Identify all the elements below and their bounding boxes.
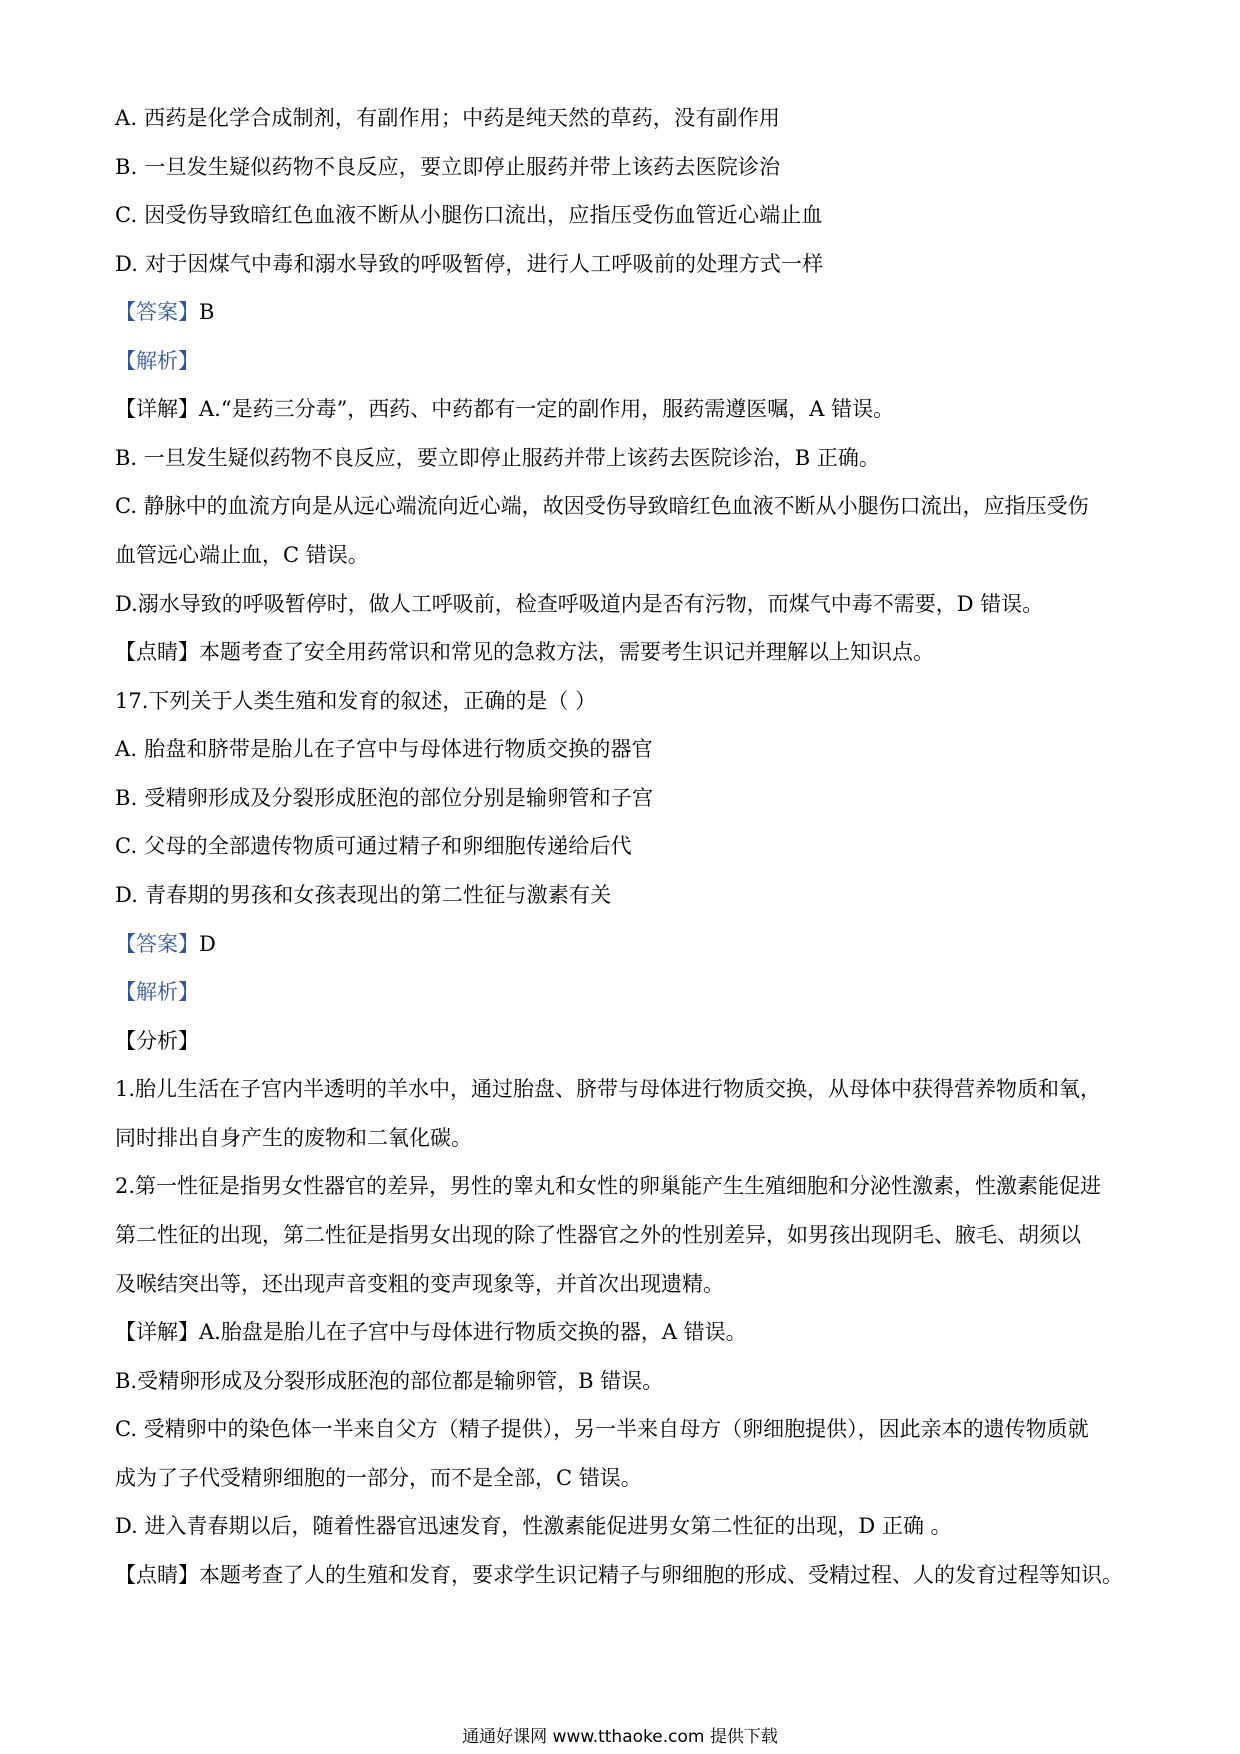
detail-text: A.“是药三分毒”，西药、中药都有一定的副作用，服药需遵医嘱，A 错误。 <box>199 397 895 421</box>
page-footer: 通通好课网 www.tthaoke.com 提供下载 <box>462 1727 778 1747</box>
comment-tag: 【点睛】 <box>115 640 199 664</box>
analysis-tag: 【解析】 <box>115 349 199 373</box>
q17-fenxi-line: 第二性征的出现，第二性征是指男女出现的除了性器官之外的性别差异，如男孩出现阴毛、腋毛、胡须以 <box>115 1223 1081 1247</box>
q17-option-c: C. 父母的全部遗传物质可通过精子和卵细胞传递给后代 <box>115 834 632 858</box>
q16-option-c: C. 因受伤导致暗红色血液不断从小腿伤口流出，应指压受伤血管近心端止血 <box>115 203 823 227</box>
comment-tag: 【点睛】 <box>115 1563 199 1587</box>
q17-detail-line: 成为了子代受精卵细胞的一部分，而不是全部，C 错误。 <box>115 1466 642 1490</box>
q16-detail-line: C. 静脉中的血流方向是从远心端流向近心端，故因受伤导致暗红色血液不断从小腿伤口流出，应指压受伤 <box>115 494 1089 518</box>
q16-detail-line: 血管远心端止血，C 错误。 <box>115 543 369 567</box>
analysis-tag: 【解析】 <box>115 980 199 1004</box>
comment-text: 本题考查了人的生殖和发育，要求学生识记精子与卵细胞的形成、受精过程、人的发育过程等知识。 <box>199 1563 1123 1587</box>
q16-detail-line: D.溺水导致的呼吸暂停时，做人工呼吸前，检查呼吸道内是否有污物，而煤气中毒不需要，D 错误。 <box>115 592 1044 616</box>
detail-text: A.胎盘是胎儿在子宫中与母体进行物质交换的器，A 错误。 <box>199 1320 747 1344</box>
q17-stem: 17.下列关于人类生殖和发育的叙述，正确的是（ ） <box>115 689 597 713</box>
q17-detail-line: C. 受精卵中的染色体一半来自父方（精子提供），另一半来自母方（卵细胞提供），因此亲本的遗传物质就 <box>115 1417 1089 1441</box>
answer-tag: 【答案】 <box>115 932 199 956</box>
q16-detail-line <box>115 394 894 424</box>
q17-detail-line <box>115 1317 747 1347</box>
q16-comment <box>115 637 934 667</box>
q17-fenxi-line: 1.胎儿生活在子宫内半透明的羊水中，通过胎盘、脐带与母体进行物质交换，从母体中获得营养物质和氧， <box>115 1077 1102 1101</box>
answer-value: D <box>199 932 216 956</box>
q16-option-a: A. 西药是化学合成制剂，有副作用；中药是纯天然的草药，没有副作用 <box>115 106 781 130</box>
detail-tag: 【详解】 <box>115 397 199 421</box>
q16-answer <box>115 297 214 327</box>
q17-fenxi-line: 2.第一性征是指男女性器官的差异，男性的睾丸和女性的卵巢能产生生殖细胞和分泌性激素，性激素能促进 <box>115 1174 1102 1198</box>
q17-option-d: D. 青春期的男孩和女孩表现出的第二性征与激素有关 <box>115 883 612 907</box>
q17-fenxi-line: 及喉结突出等，还出现声音变粗的变声现象等，并首次出现遗精。 <box>115 1272 724 1296</box>
q16-option-b: B. 一旦发生疑似药物不良反应，要立即停止服药并带上该药去医院诊治 <box>115 155 781 179</box>
answer-value: B <box>199 300 215 324</box>
q17-answer <box>115 929 216 959</box>
q17-option-b: B. 受精卵形成及分裂形成胚泡的部位分别是输卵管和子宫 <box>115 786 654 810</box>
q17-fenxi-line: 同时排出自身产生的废物和二氧化碳。 <box>115 1126 472 1150</box>
answer-tag: 【答案】 <box>115 300 199 324</box>
comment-text: 本题考查了安全用药常识和常见的急救方法，需要考生识记并理解以上知识点。 <box>199 640 934 664</box>
q16-detail-line: B. 一旦发生疑似药物不良反应，要立即停止服药并带上该药去医院诊治，B 正确。 <box>115 446 880 470</box>
q16-analysis-heading <box>115 346 199 376</box>
q16-option-d: D. 对于因煤气中毒和溺水导致的呼吸暂停，进行人工呼吸前的处理方式一样 <box>115 252 824 276</box>
q17-comment <box>115 1560 1123 1590</box>
detail-tag: 【详解】 <box>115 1320 199 1344</box>
q17-detail-line: B.受精卵形成及分裂形成胚泡的部位都是输卵管，B 错误。 <box>115 1369 664 1393</box>
q17-analysis-heading <box>115 977 199 1007</box>
q17-fenxi-heading: 【分析】 <box>115 1029 199 1053</box>
q17-detail-line: D. 进入青春期以后，随着性器官迅速发育，性激素能促进男女第二性征的出现，D 正确 。 <box>115 1514 952 1538</box>
q17-option-a: A. 胎盘和脐带是胎儿在子宫中与母体进行物质交换的器官 <box>115 737 653 761</box>
